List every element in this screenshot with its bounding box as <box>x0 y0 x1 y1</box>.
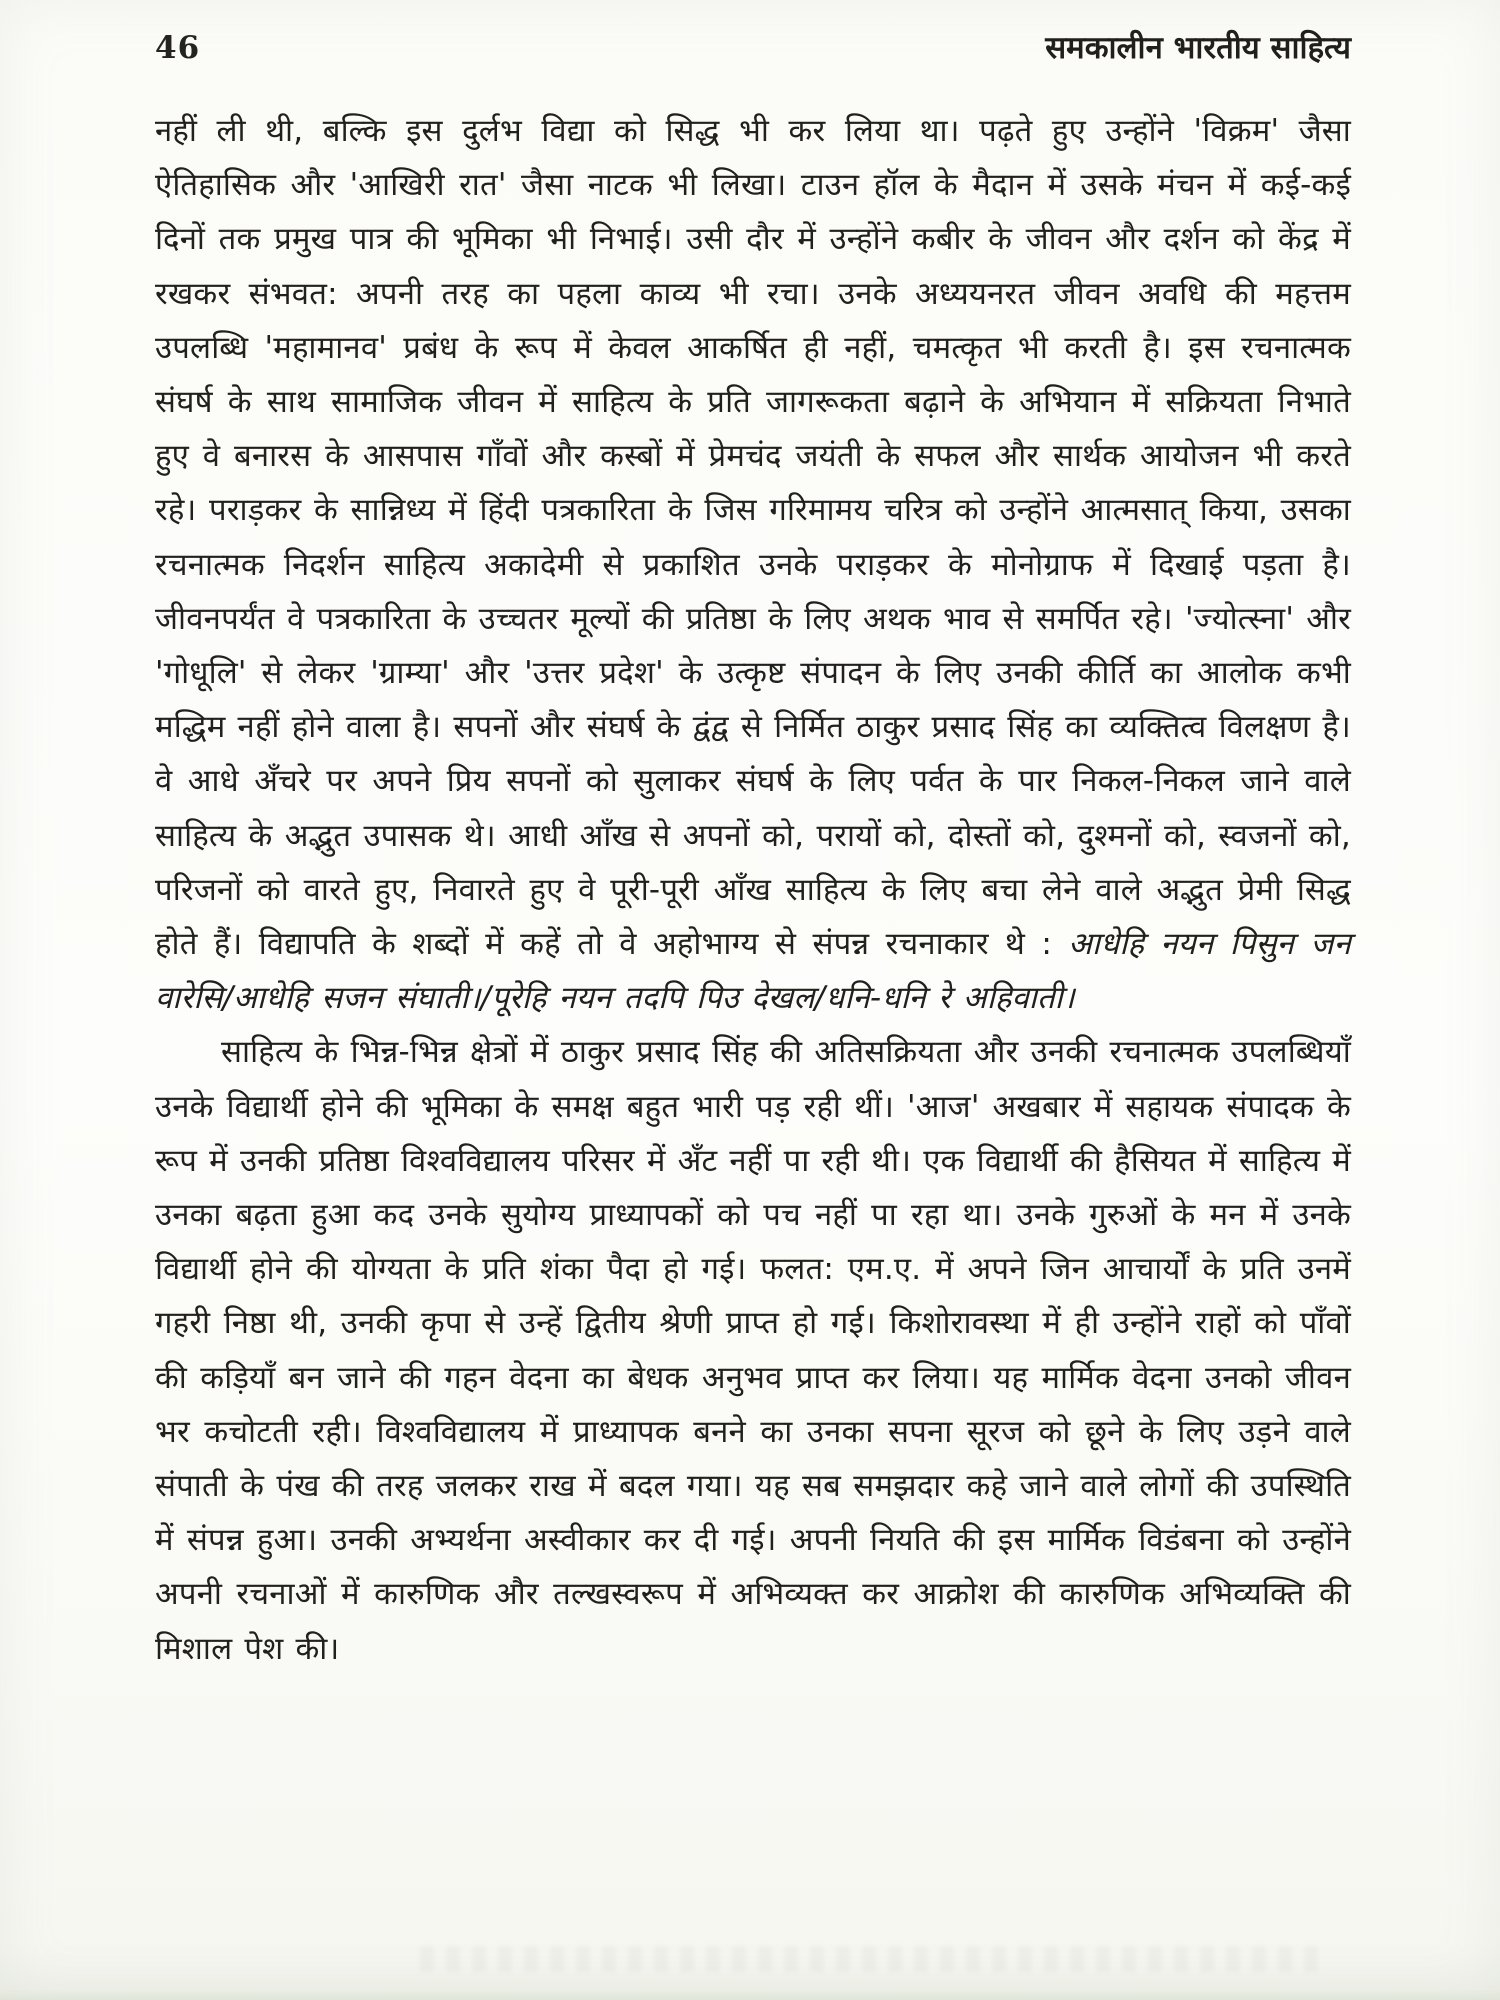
paragraph-2: साहित्य के भिन्न-भिन्न क्षेत्रों में ठाकुर प्रसाद सिंह की अतिसक्रियता और उनकी रचनात्मक उपलब्धियाँ उनके विद्यार्थी होने की भूमिका के समक्ष बहुत भारी पड़ रही थीं। 'आज' अखबार में सहायक संपादक के रूप में उनकी प्रतिष्ठा विश्वविद्यालय परिसर में अँट नहीं पा रही थी। एक विद्यार्थी की हैसियत में साहित्य में उनका बढ़ता हुआ कद उनके सुयोग्य प्राध्यापकों को पच नहीं पा रहा था। उनके गुरुओं के मन में उनके विद्यार्थी होने की योग्यता के प्रति शंका पैदा हो गई। फलत: एम.ए. में अपने जिन आचार्यों के प्रति उनमें गहरी निष्ठा थी, उनकी कृपा से उन्हें द्वितीय श्रेणी प्राप्त हो गई। किशोरावस्था में ही उन्होंने राहों को पाँवों की कड़ियाँ बन जाने की गहन वेदना का बेधक अनुभव प्राप्त कर लिया। यह मार्मिक वेदना उनको जीवन भर कचोटती रही। विश्वविद्यालय में प्राध्यापक बनने का उनका सपना सूरज को छूने के लिए उड़ने वाले संपाती के पंख की तरह जलकर राख में बदल गया। यह सब समझदार कहे जाने वाले लोगों की उपस्थिति में संपन्न हुआ। उनकी अभ्यर्थना अस्वीकार कर दी गई। अपनी नियति की इस मार्मिक विडंबना को उन्होंने अपनी रचनाओं में कारुणिक और तल्खस्वरूप में अभिव्यक्त कर आक्रोश की कारुणिक अभिव्यक्ति की मिशाल पेश की। <box>155 1034 1351 1667</box>
page-header <box>155 26 1351 68</box>
scan-showthrough-artifact <box>420 1946 1320 1972</box>
page-number: 46 <box>155 30 201 66</box>
page-bottom-edge <box>0 1990 1500 2000</box>
page-body-text <box>155 104 1351 1676</box>
paragraph-1 <box>155 104 1351 1025</box>
verse-quote: आधेहि नयन पिसुन जन वारेसि/आधेहि सजन संघाती।/पूरेहि नयन तदपि पिउ देखल/धनि-धनि रे अहिवाती। <box>155 926 1351 1017</box>
running-header-title: समकालीन भारतीय साहित्य <box>1045 30 1351 66</box>
paragraph-1-text: नहीं ली थी, बल्कि इस दुर्लभ विद्या को सिद्ध भी कर लिया था। पढ़ते हुए उन्होंने 'विक्रम' जैसा ऐतिहासिक और 'आखिरी रात' जैसा नाटक भी लिखा। टाउन हॉल के मैदान में उसके मंचन में कई-कई दिनों तक प्रमुख पात्र की भूमिका भी निभाई। उसी दौर में उन्होंने कबीर के जीवन और दर्शन को केंद्र में रखकर संभवत: अपनी तरह का पहला काव्य भी रचा। उनके अध्ययनरत जीवन अवधि की महत्तम उपलब्धि 'महामानव' प्रबंध के रूप में केवल आकर्षित ही नहीं, चमत्कृत भी करती है। इस रचनात्मक संघर्ष के साथ सामाजिक जीवन में साहित्य के प्रति जागरूकता बढ़ाने के अभियान में सक्रियता निभाते हुए वे बनारस के आसपास गाँवों और कस्बों में प्रेमचंद जयंती के सफल और सार्थक आयोजन भी करते रहे। पराड़कर के सान्निध्य में हिंदी पत्रकारिता के जिस गरिमामय चरित्र को उन्होंने आत्मसात् किया, उसका रचनात्मक निदर्शन साहित्य अकादेमी से प्रकाशित उनके पराड़कर के मोनोग्राफ में दिखाई पड़ता है। जीवनपर्यंत वे पत्रकारिता के उच्चतर मूल्यों की प्रतिष्ठा के लिए अथक भाव से समर्पित रहे। 'ज्योत्स्ना' और 'गोधूलि' से लेकर 'ग्राम्या' और 'उत्तर प्रदेश' के उत्कृष्ट संपादन के लिए उनकी कीर्ति का आलोक कभी मद्धिम नहीं होने वाला है। सपनों और संघर्ष के द्वंद्व से निर्मित ठाकुर प्रसाद सिंह का व्यक्तित्व विलक्षण है। वे आधे अँचरे पर अपने प्रिय सपनों को सुलाकर संघर्ष के लिए पर्वत के पार निकल-निकल जाने वाले साहित्य के अद्भुत उपासक थे। आधी आँख से अपनों को, परायों को, दोस्तों को, दुश्मनों को, स्वजनों को, परिजनों को वारते हुए, निवारते हुए वे पूरी-पूरी आँख साहित्य के लिए बचा लेने वाले अद्भुत प्रेमी सिद्ध होते हैं। विद्यापति के शब्दों में कहें तो वे अहोभाग्य से संपन्न रचनाकार थे : <box>155 113 1351 963</box>
